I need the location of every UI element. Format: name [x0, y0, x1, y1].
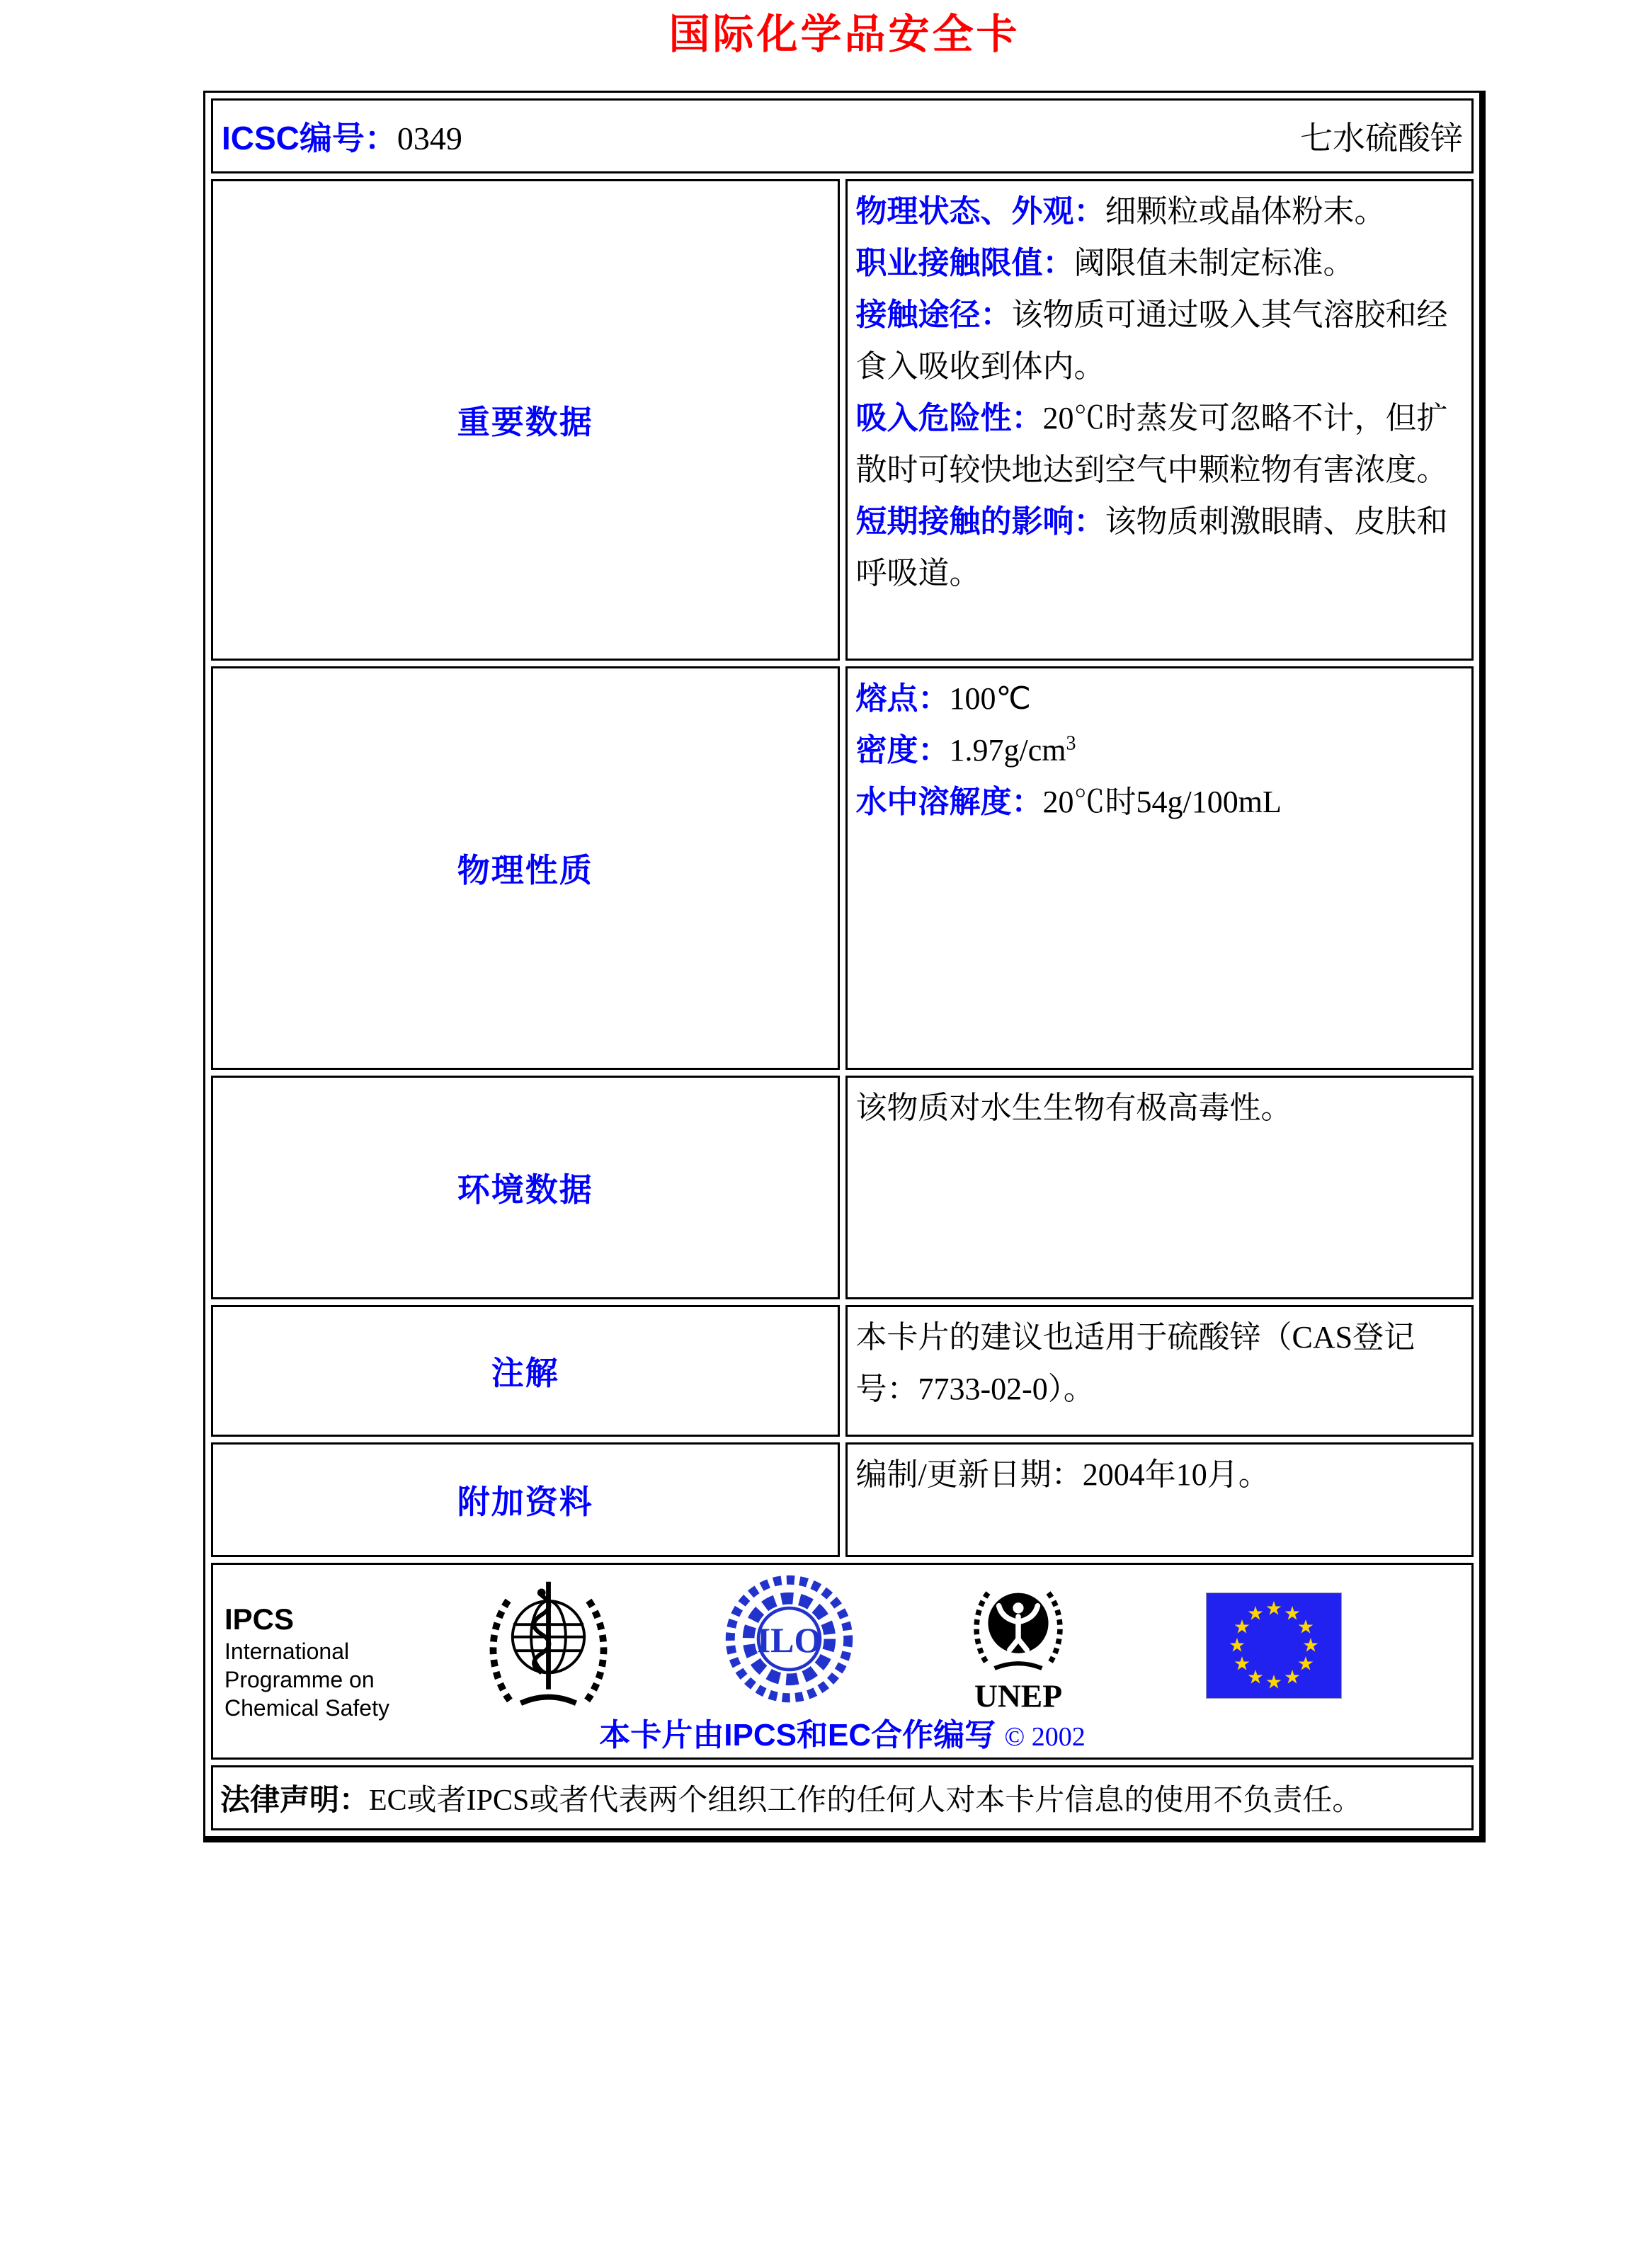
section-label-cell	[211, 666, 840, 1070]
legal-text: EC或者IPCS或者代表两个组织工作的任何人对本卡片信息的使用不负责任。	[369, 1784, 1362, 1817]
icsc-card-page	[0, 10, 1652, 2256]
who-logo-icon	[479, 1573, 617, 1711]
unep-logo-text: UNEP	[974, 1677, 1063, 1711]
unep-logo-icon	[964, 1573, 1072, 1711]
section-label-cell	[211, 179, 840, 661]
icsc-number-group	[222, 113, 462, 159]
section-row-physical-properties	[211, 666, 1474, 1070]
eu-star: ★	[1233, 1653, 1251, 1675]
data-line: 编制/更新日期：2004年10月。	[855, 1457, 1270, 1492]
section-label-environmental-data: 环境数据	[457, 1171, 593, 1208]
eu-star: ★	[1301, 1634, 1320, 1657]
section-content-environmental-data	[845, 1076, 1474, 1299]
section-label-physical-properties: 物理性质	[457, 852, 593, 889]
data-line: 物理状态、外观：细颗粒或晶体粉末。	[855, 194, 1386, 229]
section-label-notes: 注解	[491, 1355, 559, 1391]
eu-star: ★	[1297, 1616, 1315, 1639]
section-label-important-data: 重要数据	[457, 404, 593, 440]
data-line: 该物质对水生生物有极高毒性。	[855, 1090, 1292, 1125]
eu-star: ★	[1297, 1653, 1315, 1675]
header-row	[211, 98, 1474, 173]
section-content-additional-information	[845, 1442, 1474, 1557]
section-content-physical-properties	[845, 666, 1474, 1070]
data-line: 水中溶解度：20℃时54g/100mL	[855, 785, 1282, 819]
superscript: 3	[1066, 732, 1076, 755]
eu-star: ★	[1283, 1602, 1301, 1625]
section-row-important-data	[211, 179, 1474, 661]
eu-star: ★	[1265, 1597, 1283, 1620]
eu-star: ★	[1265, 1671, 1283, 1694]
legal-row	[211, 1765, 1474, 1830]
section-row-notes	[211, 1305, 1474, 1437]
logos-cell	[211, 1563, 1474, 1760]
section-label-cell	[211, 1076, 840, 1299]
ipcs-text-block: IPCS International Programme on Chemical Safety	[224, 1602, 401, 1722]
eu-flag-icon	[1207, 1593, 1341, 1698]
icsc-card-table	[203, 91, 1486, 1842]
section-content-notes	[845, 1305, 1474, 1437]
ipcs-acronym: IPCS	[224, 1602, 295, 1636]
header-cell	[211, 98, 1474, 173]
data-line: 本卡片的建议也适用于硫酸锌（CAS登记号：7733-02-0）。	[855, 1320, 1415, 1406]
eu-star: ★	[1228, 1634, 1246, 1657]
data-line: 接触途径：该物质可通过吸入其气溶胶和经食入吸收到体内。	[855, 297, 1448, 384]
section-label-cell	[211, 1442, 840, 1557]
icsc-number-value: 0349	[397, 120, 462, 156]
logos-row	[211, 1563, 1474, 1760]
ilo-logo-text: ILO	[756, 1620, 822, 1660]
section-label-additional-information: 附加资料	[457, 1483, 593, 1520]
eu-star: ★	[1246, 1602, 1265, 1625]
substance-name: 七水硫酸锌	[1300, 120, 1463, 156]
eu-star: ★	[1283, 1666, 1301, 1689]
legal-cell	[211, 1765, 1474, 1830]
data-line: 吸入危险性：20℃时蒸发可忽略不计，但扩散时可较快地达到空气中颗粒物有害浓度。	[855, 401, 1448, 487]
eu-star: ★	[1246, 1666, 1265, 1689]
legal-label: 法律声明：	[220, 1783, 370, 1816]
section-content-important-data	[845, 179, 1474, 661]
data-line: 熔点：100℃	[855, 681, 1031, 716]
icsc-number-label: ICSC编号：	[222, 120, 397, 156]
copyright: © 2002	[1004, 1722, 1086, 1752]
ilo-logo-icon	[724, 1573, 855, 1704]
page-title: 国际化学品安全卡	[668, 11, 1020, 57]
section-row-environmental-data	[211, 1076, 1474, 1299]
data-line: 密度：$1.97g/cm^3$	[855, 732, 1076, 768]
section-row-additional-information	[211, 1442, 1474, 1557]
section-label-cell	[211, 1305, 840, 1437]
data-line: 职业接触限值：阈限值未制定标准。	[855, 246, 1355, 280]
logos-caption: 本卡片由IPCS和EC合作编写 © 2002	[599, 1718, 1086, 1753]
data-line: 短期接触的影响：该物质刺激眼睛、皮肤和呼吸道。	[855, 504, 1448, 591]
eu-star: ★	[1233, 1616, 1251, 1639]
